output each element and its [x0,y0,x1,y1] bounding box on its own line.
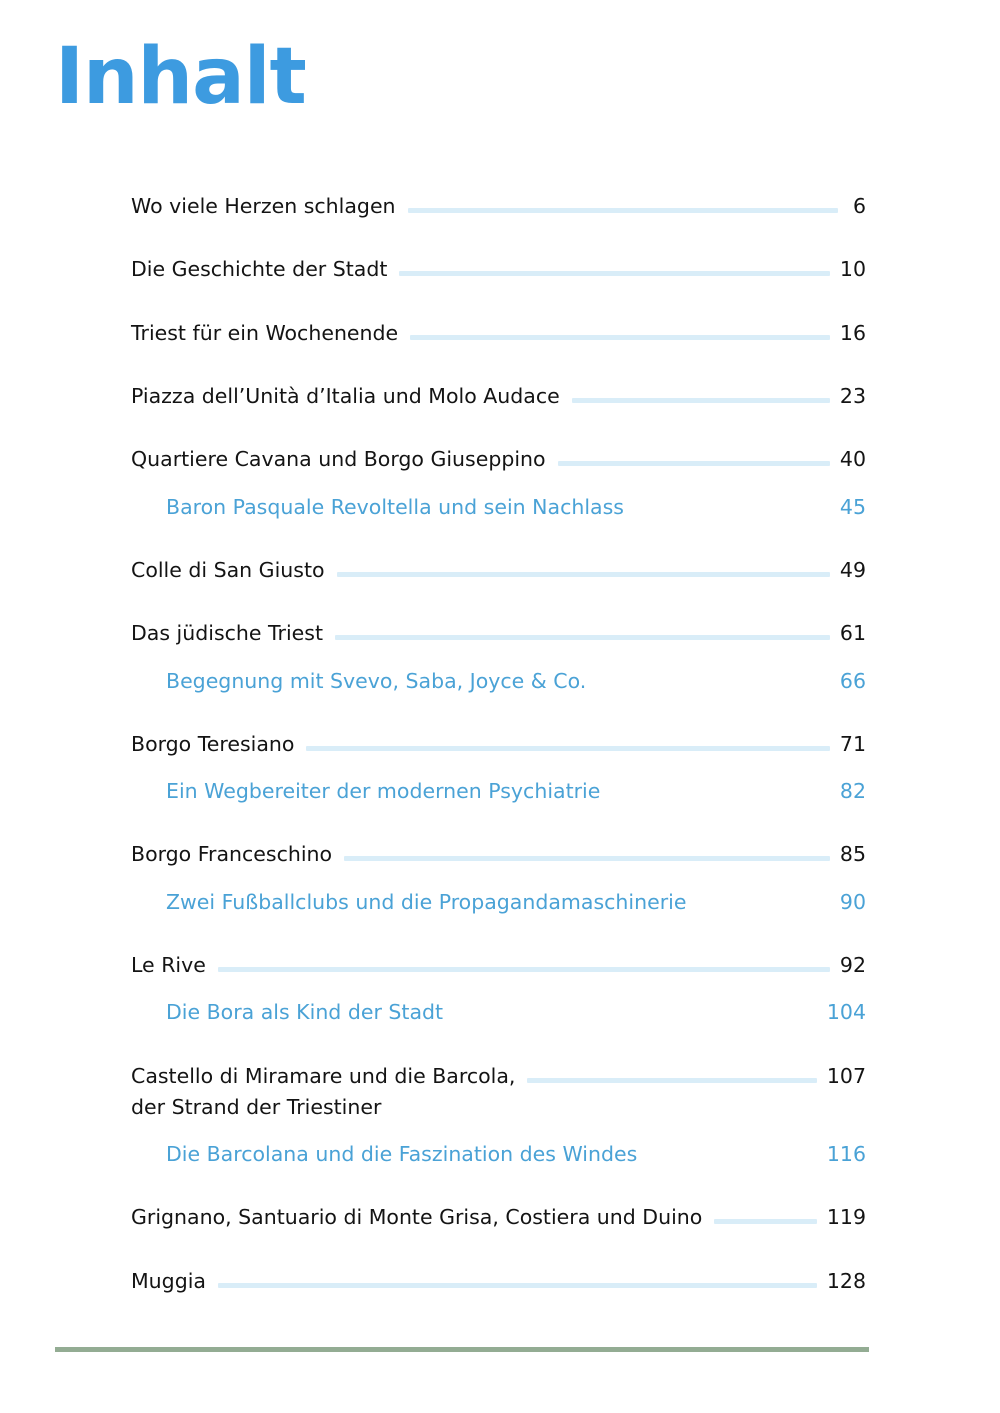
toc-entry-borgo-teresiano[interactable] [131,729,866,760]
toc-subentry-die-barcolana[interactable] [166,1139,866,1170]
toc-entry-piazza-dell-unita[interactable] [131,381,866,412]
toc-subentry-title: Ein Wegbereiter der modernen Psychiatrie [166,779,601,803]
page-title: Inhalt [55,32,306,122]
toc-entry-page: 61 [839,621,866,645]
toc-subentry-page: 82 [839,779,866,803]
toc-subentry-baron-pasquale-revoltella[interactable] [166,492,866,523]
toc-subentry-zwei-fussballclubs[interactable] [166,887,866,918]
toc-entry-triest-fuer-ein-wochenende[interactable] [131,318,866,349]
toc-entry-colle-di-san-giusto[interactable] [131,555,866,586]
dot-leader [344,856,830,861]
toc-entry-title: Triest für ein Wochenende [131,321,399,345]
toc-entry-title: Le Rive [131,953,206,977]
toc-entry-grignano[interactable] [131,1202,866,1233]
toc-entry-title-line2: der Strand der Triestiner [131,1095,382,1119]
toc-entry-title: Muggia [131,1269,206,1293]
toc-entry-page: 85 [839,842,866,866]
toc-subentry-page: 104 [826,1000,866,1024]
toc-entry-castello-di-miramare[interactable] [131,1061,866,1123]
dot-leader [218,967,830,972]
toc-subentry-title: Zwei Fußballclubs und die Propagandamaschinerie [166,890,687,914]
toc-entry-title: Borgo Teresiano [131,732,295,756]
toc-entry-page: 40 [839,447,866,471]
dot-leader [335,635,830,640]
toc-subentry-title: Die Bora als Kind der Stadt [166,1000,444,1024]
toc-entry-page: 16 [839,321,866,345]
toc-entry-das-juedische-triest[interactable] [131,618,866,649]
toc-subentry-begegnung-mit-svevo[interactable] [166,666,866,697]
toc-subentry-title: Baron Pasquale Revoltella und sein Nachlass [166,495,624,519]
toc-entry-page: 23 [839,384,866,408]
toc-entry-title: Wo viele Herzen schlagen [131,194,396,218]
toc-entry-title: Piazza dell’Unità d’Italia und Molo Audace [131,384,560,408]
toc-subentry-die-bora[interactable] [166,997,866,1028]
toc-entry-title: Castello di Miramare und die Barcola, [131,1064,516,1088]
toc-entry-die-geschichte-der-stadt[interactable] [131,254,866,285]
dot-leader [572,398,830,403]
toc-entry-title: Colle di San Giusto [131,558,325,582]
toc-entry-page: 107 [826,1064,866,1088]
toc-entry-wo-viele-herzen-schlagen[interactable] [131,191,866,222]
dot-leader [408,208,838,213]
toc-entry-title: Das jüdische Triest [131,621,323,645]
toc-entry-page: 10 [839,257,866,281]
dot-leader [337,572,830,577]
dot-leader [527,1078,816,1083]
toc-entry-page: 71 [839,732,866,756]
toc-entry-page: 128 [826,1269,866,1293]
toc-entry-page: 119 [826,1205,866,1229]
footer-rule [55,1347,869,1352]
dot-leader [410,335,830,340]
toc-subentry-page: 45 [839,495,866,519]
toc-entry-page: 92 [839,953,866,977]
toc-subentry-wegbereiter-psychiatrie[interactable] [166,776,866,807]
dot-leader [558,461,830,466]
toc-entry-page: 49 [839,558,866,582]
toc-entry-muggia[interactable] [131,1266,866,1297]
toc-subentry-title: Begegnung mit Svevo, Saba, Joyce & Co. [166,669,587,693]
toc-subentry-page: 116 [826,1142,866,1166]
toc-entry-title: Quartiere Cavana und Borgo Giuseppino [131,447,546,471]
dot-leader [218,1283,817,1288]
toc-subentry-title: Die Barcolana und die Faszination des Windes [166,1142,638,1166]
toc-entry-title: Grignano, Santuario di Monte Grisa, Costiera und Duino [131,1205,703,1229]
toc-entry-quartiere-cavana[interactable] [131,444,866,475]
toc-subentry-page: 90 [839,890,866,914]
toc-entry-page: 6 [852,194,866,218]
dot-leader [399,271,829,276]
toc-subentry-page: 66 [839,669,866,693]
toc-entry-title: Die Geschichte der Stadt [131,257,388,281]
toc-entry-borgo-franceschino[interactable] [131,839,866,870]
toc-entry-le-rive[interactable] [131,950,866,981]
toc-entry-title: Borgo Franceschino [131,842,333,866]
dot-leader [714,1219,817,1224]
dot-leader [306,746,829,751]
